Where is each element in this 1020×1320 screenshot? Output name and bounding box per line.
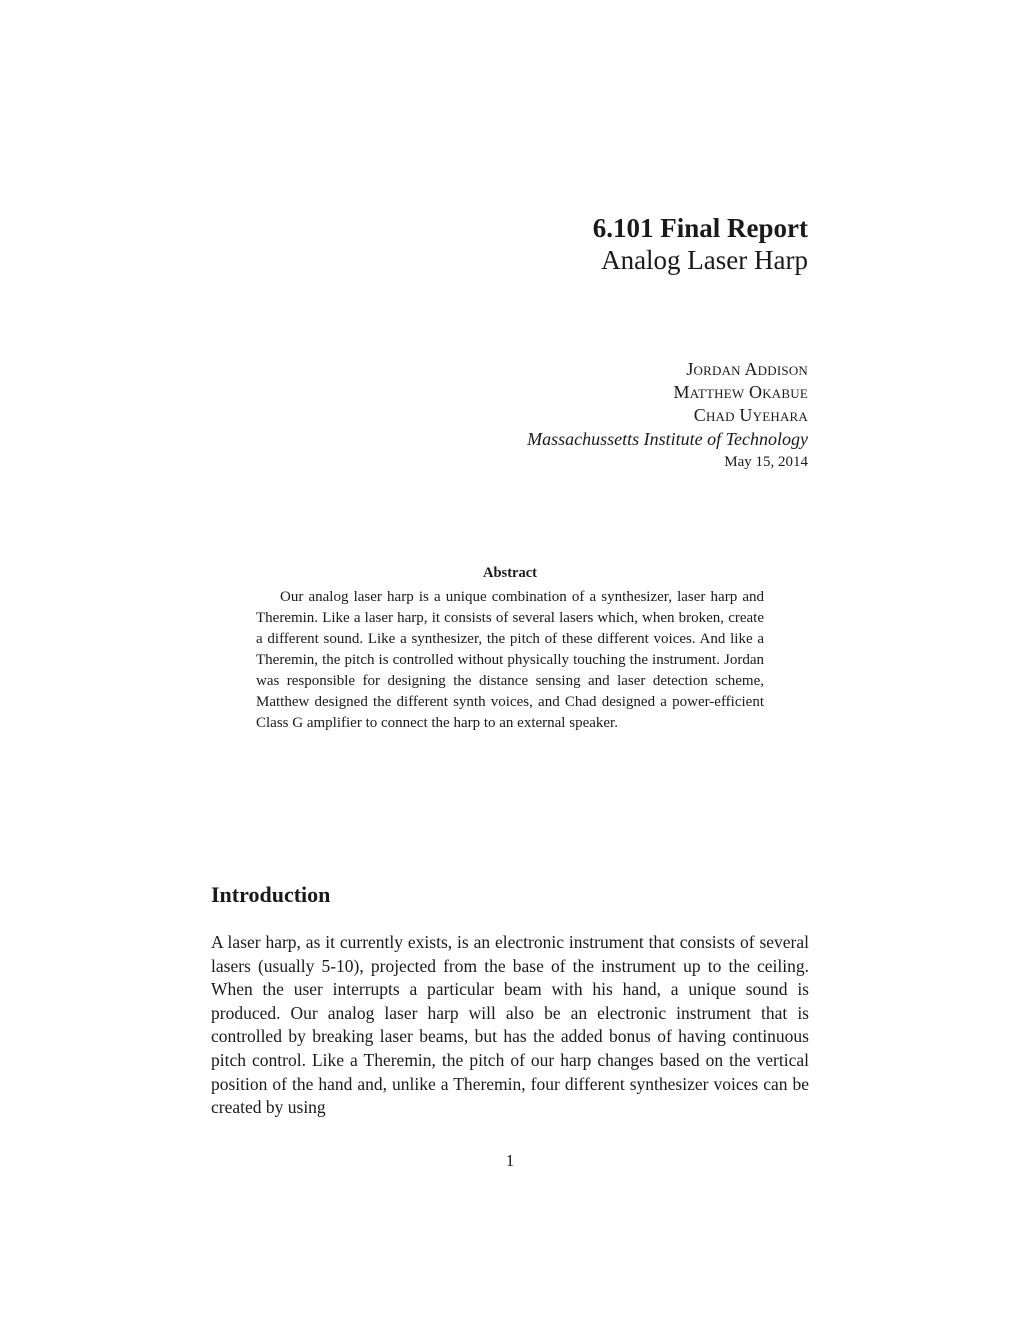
- introduction-heading: Introduction: [211, 882, 331, 907]
- abstract-section: [256, 563, 764, 734]
- author-name: Jordan Addison: [686, 359, 808, 379]
- author-name: Chad Uyehara: [693, 405, 808, 425]
- report-title: 6.101 Final Report: [592, 213, 808, 243]
- title-block: [593, 212, 808, 276]
- abstract-text: Our analog laser harp is a unique combination of a synthesizer, laser harp and Theremin. Like a laser harp, it consists of several lasers which, when broken, create a different sound. Like a synthesizer, the pitch of these different voices. And like a Theremin, the pitch is controlled without physically touching the instrument. Jordan was responsible for designing the distance sensing and laser detection scheme, Matthew designed the different synth voices, and Chad designed a power-efficient Class G amplifier to connect the harp to an external speaker.: [256, 589, 764, 731]
- author-block: [527, 358, 808, 473]
- report-date: May 15, 2014: [724, 454, 808, 470]
- abstract-heading: Abstract: [483, 565, 537, 581]
- author-name: Matthew Okabue: [673, 382, 808, 402]
- report-subtitle: Analog Laser Harp: [601, 245, 808, 275]
- page-number: 1: [505, 1151, 515, 1170]
- introduction-text: A laser harp, as it currently exists, is an electronic instrument that consists of several lasers (usually 5-10), projected from the base of the instrument up to the ceiling. When the user interrupts a particular beam with his hand, a unique sound is produced. Our analog laser harp will also be an electronic instrument that is controlled by breaking laser beams, but has the added bonus of having continuous pitch control. Like a Theremin, the pitch of our harp changes based on the vertical position of the hand and, unlike a Theremin, four different synthesizer voices can be created by using: [211, 932, 809, 1118]
- affiliation: Massachussetts Institute of Technology: [527, 429, 808, 449]
